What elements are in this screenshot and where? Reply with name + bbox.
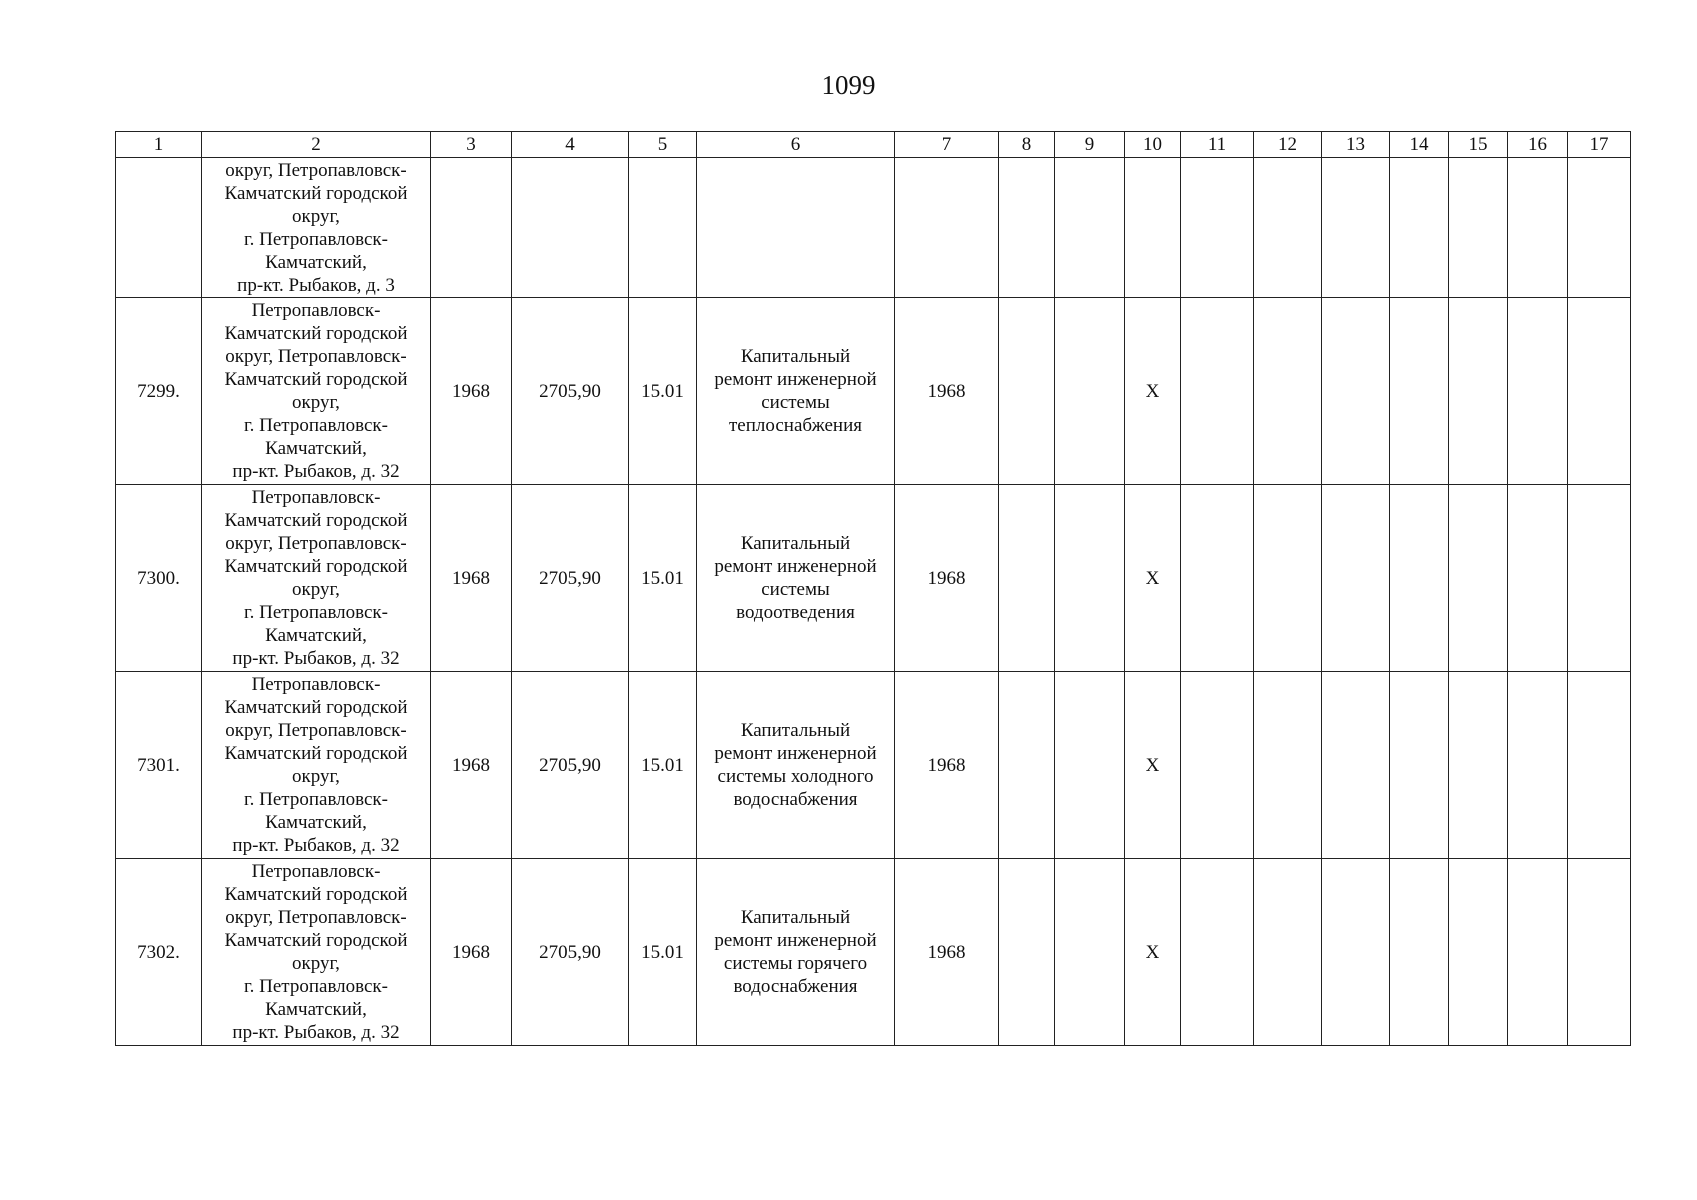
column-number-header xyxy=(116,132,1631,158)
cell-area: 2705,90 xyxy=(512,859,629,1046)
cell-empty xyxy=(1125,158,1181,298)
cell-code: 15.01 xyxy=(629,859,697,1046)
address-line: округ, Петропавловск- xyxy=(225,346,407,367)
column-header: 1 xyxy=(116,132,202,158)
cell-empty xyxy=(1322,298,1390,485)
work-line: системы холодного xyxy=(717,766,874,787)
cell-empty xyxy=(999,859,1055,1046)
cell-empty xyxy=(1254,859,1322,1046)
address-line: Петропавловск- xyxy=(251,487,381,508)
cell-empty xyxy=(1449,485,1508,672)
cell-year2: 1968 xyxy=(895,485,999,672)
address-line: Петропавловск- xyxy=(251,300,381,321)
address-line: округ, Петропавловск- xyxy=(225,907,407,928)
cell-address xyxy=(202,859,431,1046)
capital-repair-table xyxy=(115,131,1631,1046)
cell-empty xyxy=(1181,298,1254,485)
cell-empty xyxy=(1055,158,1125,298)
column-header: 13 xyxy=(1322,132,1390,158)
cell-num: 7301. xyxy=(116,672,202,859)
address-line: Камчатский, xyxy=(265,251,367,273)
cell-empty xyxy=(1055,672,1125,859)
address-line: Камчатский городской xyxy=(224,930,408,951)
address-line: Камчатский городской xyxy=(224,323,408,344)
cell-code: 15.01 xyxy=(629,298,697,485)
column-header: 11 xyxy=(1181,132,1254,158)
address-line: округ, Петропавловск- xyxy=(225,159,407,181)
cell-empty xyxy=(1568,485,1631,672)
address-line: Камчатский, xyxy=(265,999,367,1020)
cell-empty xyxy=(999,158,1055,298)
address-line: г. Петропавловск- xyxy=(244,602,388,623)
cell-empty xyxy=(1508,158,1568,298)
cell-mark: Х xyxy=(1125,298,1181,485)
cell-num: 7302. xyxy=(116,859,202,1046)
address-line: г. Петропавловск- xyxy=(244,789,388,810)
cell-empty xyxy=(1508,298,1568,485)
cell-year: 1968 xyxy=(431,298,512,485)
column-header: 17 xyxy=(1568,132,1631,158)
cell-area: 2705,90 xyxy=(512,485,629,672)
column-header: 12 xyxy=(1254,132,1322,158)
cell-empty xyxy=(1508,672,1568,859)
cell-year: 1968 xyxy=(431,672,512,859)
table-row xyxy=(116,672,1631,859)
column-header: 8 xyxy=(999,132,1055,158)
cell-empty xyxy=(1254,672,1322,859)
cell-mark: Х xyxy=(1125,485,1181,672)
address-line: пр-кт. Рыбаков, д. 32 xyxy=(232,648,400,669)
work-line: водоснабжения xyxy=(733,976,858,997)
address-line: пр-кт. Рыбаков, д. 32 xyxy=(232,835,400,856)
cell-empty xyxy=(1254,298,1322,485)
work-line: Капитальный xyxy=(740,346,851,367)
work-line: системы xyxy=(761,579,830,600)
cell-empty xyxy=(1568,298,1631,485)
table-row-continuation xyxy=(116,158,1631,298)
cell-empty xyxy=(1181,158,1254,298)
address-line: Камчатский городской xyxy=(224,697,408,718)
cell-empty xyxy=(999,672,1055,859)
address-line: г. Петропавловск- xyxy=(244,228,388,250)
cell-empty xyxy=(1322,158,1390,298)
cell-empty xyxy=(1568,158,1631,298)
work-line: Капитальный xyxy=(740,533,851,554)
cell-empty xyxy=(629,158,697,298)
work-line: Капитальный xyxy=(740,720,851,741)
address-line: Камчатский, xyxy=(265,812,367,833)
cell-empty xyxy=(1508,859,1568,1046)
page-number: 1099 xyxy=(821,70,876,100)
address-line: Камчатский городской xyxy=(224,182,408,204)
address-line: округ, xyxy=(292,205,340,227)
column-header: 6 xyxy=(697,132,895,158)
work-line: Капитальный xyxy=(740,907,851,928)
cell-num xyxy=(116,158,202,298)
cell-empty xyxy=(999,485,1055,672)
address-line: округ, xyxy=(292,579,340,600)
cell-empty xyxy=(1055,298,1125,485)
cell-year: 1968 xyxy=(431,485,512,672)
cell-empty xyxy=(431,158,512,298)
cell-work-type xyxy=(697,672,895,859)
cell-num: 7300. xyxy=(116,485,202,672)
cell-code: 15.01 xyxy=(629,672,697,859)
column-header: 10 xyxy=(1125,132,1181,158)
cell-address xyxy=(202,485,431,672)
cell-year: 1968 xyxy=(431,859,512,1046)
column-header: 9 xyxy=(1055,132,1125,158)
address-line: округ, Петропавловск- xyxy=(225,720,407,741)
cell-year2: 1968 xyxy=(895,672,999,859)
cell-empty xyxy=(1390,485,1449,672)
work-line: системы горячего xyxy=(723,953,868,974)
address-line: округ, Петропавловск- xyxy=(225,533,407,554)
cell-empty xyxy=(1390,672,1449,859)
column-header: 4 xyxy=(512,132,629,158)
cell-work-type xyxy=(697,485,895,672)
work-line: водоотведения xyxy=(736,602,855,623)
address-line: Петропавловск- xyxy=(251,861,381,882)
cell-work-type xyxy=(697,298,895,485)
cell-empty xyxy=(1568,859,1631,1046)
cell-empty xyxy=(999,298,1055,485)
cell-empty xyxy=(1254,158,1322,298)
cell-empty xyxy=(1322,859,1390,1046)
address-line: пр-кт. Рыбаков, д. 3 xyxy=(237,274,395,296)
column-header: 2 xyxy=(202,132,431,158)
address-line: г. Петропавловск- xyxy=(244,976,388,997)
cell-empty xyxy=(1181,485,1254,672)
address-line: Камчатский городской xyxy=(224,556,408,577)
cell-mark: Х xyxy=(1125,672,1181,859)
cell-empty xyxy=(1449,298,1508,485)
column-header: 7 xyxy=(895,132,999,158)
cell-empty xyxy=(1181,672,1254,859)
cell-empty xyxy=(697,158,895,298)
work-line: системы xyxy=(761,392,830,413)
column-header: 14 xyxy=(1390,132,1449,158)
cell-area: 2705,90 xyxy=(512,298,629,485)
work-line: теплоснабжения xyxy=(729,415,862,436)
cell-year2: 1968 xyxy=(895,298,999,485)
cell-empty xyxy=(1390,859,1449,1046)
cell-empty xyxy=(1390,158,1449,298)
cell-address xyxy=(202,672,431,859)
cell-year2: 1968 xyxy=(895,859,999,1046)
table-row xyxy=(116,485,1631,672)
cell-code: 15.01 xyxy=(629,485,697,672)
cell-empty xyxy=(1254,485,1322,672)
address-line: округ, xyxy=(292,392,340,413)
cell-empty xyxy=(1181,859,1254,1046)
address-line: Камчатский городской xyxy=(224,884,408,905)
address-line: Камчатский, xyxy=(265,438,367,459)
cell-empty xyxy=(1322,672,1390,859)
cell-empty xyxy=(1449,158,1508,298)
cell-empty xyxy=(512,158,629,298)
table-row xyxy=(116,859,1631,1046)
cell-empty xyxy=(895,158,999,298)
address-line: Камчатский городской xyxy=(224,743,408,764)
cell-empty xyxy=(1449,859,1508,1046)
cell-empty xyxy=(1449,672,1508,859)
address-line: пр-кт. Рыбаков, д. 32 xyxy=(232,1022,400,1043)
cell-mark: Х xyxy=(1125,859,1181,1046)
address-line: округ, xyxy=(292,766,340,787)
address-line: г. Петропавловск- xyxy=(244,415,388,436)
cell-empty xyxy=(1390,298,1449,485)
cell-empty xyxy=(1055,485,1125,672)
work-line: ремонт инженерной xyxy=(714,743,877,764)
work-line: ремонт инженерной xyxy=(714,369,877,390)
cell-area: 2705,90 xyxy=(512,672,629,859)
address-line: Камчатский, xyxy=(265,625,367,646)
cell-empty xyxy=(1322,485,1390,672)
work-line: ремонт инженерной xyxy=(714,556,877,577)
address-line: Камчатский городской xyxy=(224,369,408,390)
table-row xyxy=(116,298,1631,485)
cell-empty xyxy=(1568,672,1631,859)
work-line: ремонт инженерной xyxy=(714,930,877,951)
column-header: 16 xyxy=(1508,132,1568,158)
cell-num: 7299. xyxy=(116,298,202,485)
cell-work-type xyxy=(697,859,895,1046)
column-header: 5 xyxy=(629,132,697,158)
address-line: пр-кт. Рыбаков, д. 32 xyxy=(232,461,400,482)
cell-empty xyxy=(1508,485,1568,672)
column-header: 3 xyxy=(431,132,512,158)
address-line: округ, xyxy=(292,953,340,974)
address-line: Камчатский городской xyxy=(224,510,408,531)
cell-address xyxy=(202,158,431,298)
column-header: 15 xyxy=(1449,132,1508,158)
address-line: Петропавловск- xyxy=(251,674,381,695)
cell-address xyxy=(202,298,431,485)
work-line: водоснабжения xyxy=(733,789,858,810)
cell-empty xyxy=(1055,859,1125,1046)
